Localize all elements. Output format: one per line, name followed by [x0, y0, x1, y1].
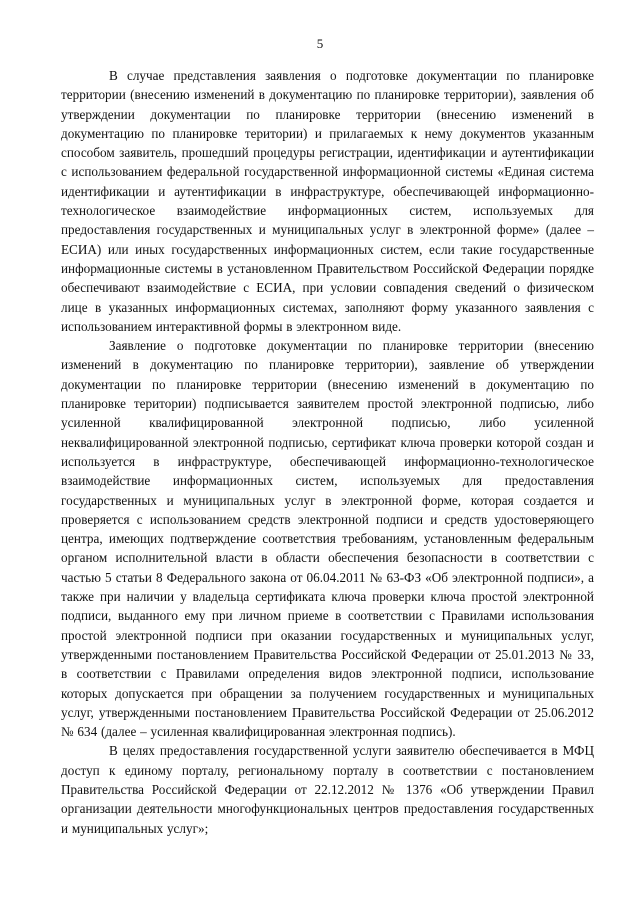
document-body: [61, 66, 594, 838]
paragraph-electronic-signature: Заявление о подготовке документации по планировке территории (внесению изменений в документацию по планировке территории), заявление об утверждении документации по планировке территории (внесению изменений в документацию по планировке територии) подписывается заявителем простой электронной подписью, либо усиленной квалифицированной электронной подписью, либо усиленной неквалифицированной электронной подписью, сертификат ключа проверки которой создан и используется в инфраструктуре, обеспечивающей информационно-технологическое взаимодействие информационных систем, используемых для предоставления государственных и муниципальных услуг в электронной форме, которая создается и проверяется с использованием средств электронной подписи и средств удостоверяющего центра, имеющих подтверждение соответствия требованиям, установленным федеральным органом исполнительной власти в области обеспечения безопасности в соответствии с частью 5 статьи 8 Федерального закона от 06.04.2011 № 63-ФЗ «Об электронной подписи», а также при наличии у владельца сертификата ключа проверки ключа простой электронной подписи, выданного ему при личном приеме в соответствии с Правилами использования простой электронной подписи при оказании государственных и муниципальных услуг, утвержденными постановлением Правительства Российской Федерации от 25.01.2013 № 33, в соответствии с Правилами определения видов электронной подписи, использование которых допускается при обращении за получением государственных и муниципальных услуг, утвержденными постановлением Правительства Российской Федерации от 25.06.2012 № 634 (далее – усиленная квалифицированная электронная подпись).: [61, 338, 594, 740]
page-number: 5: [316, 36, 324, 51]
paragraph-electronic-application: В случае представления заявления о подготовке документации по планировке территории (внесению изменений в документацию по планировке территории), заявления об утверждении документации по планировке территории (внесению изменений в документацию по планировке територии) и прилагаемых к нему документов указанным способом заявитель, прошедший процедуры регистрации, идентификации и аутентификации с использованием федеральной государственной информационной системы «Единая система идентификации и аутентификации в инфраструктуре, обеспечивающей информационно-технологическое взаимодействие информационных систем, используемых для предоставления государственных и муниципальных услуг в электронной форме» (далее – ЕСИА) или иных государственных информационных систем, если такие государственные информационные системы в установленном Правительством Российской Федерации порядке обеспечивают взаимодействие с ЕСИА, при условии совпадения сведений о физическом лице в указанных информационных системах, заполняют форму указанного заявления с использованием интерактивной формы в электронном виде.: [61, 68, 594, 334]
paragraph-mfc-access: В целях предоставления государственной услуги заявителю обеспечивается в МФЦ доступ к единому порталу, региональному порталу в соответствии с постановлением Правительства Российской Федерации от 22.12.2012 № 1376 «Об утверждении Правил организации деятельности многофункциональных центров предоставления государственных и муниципальных услуг»;: [61, 743, 594, 836]
